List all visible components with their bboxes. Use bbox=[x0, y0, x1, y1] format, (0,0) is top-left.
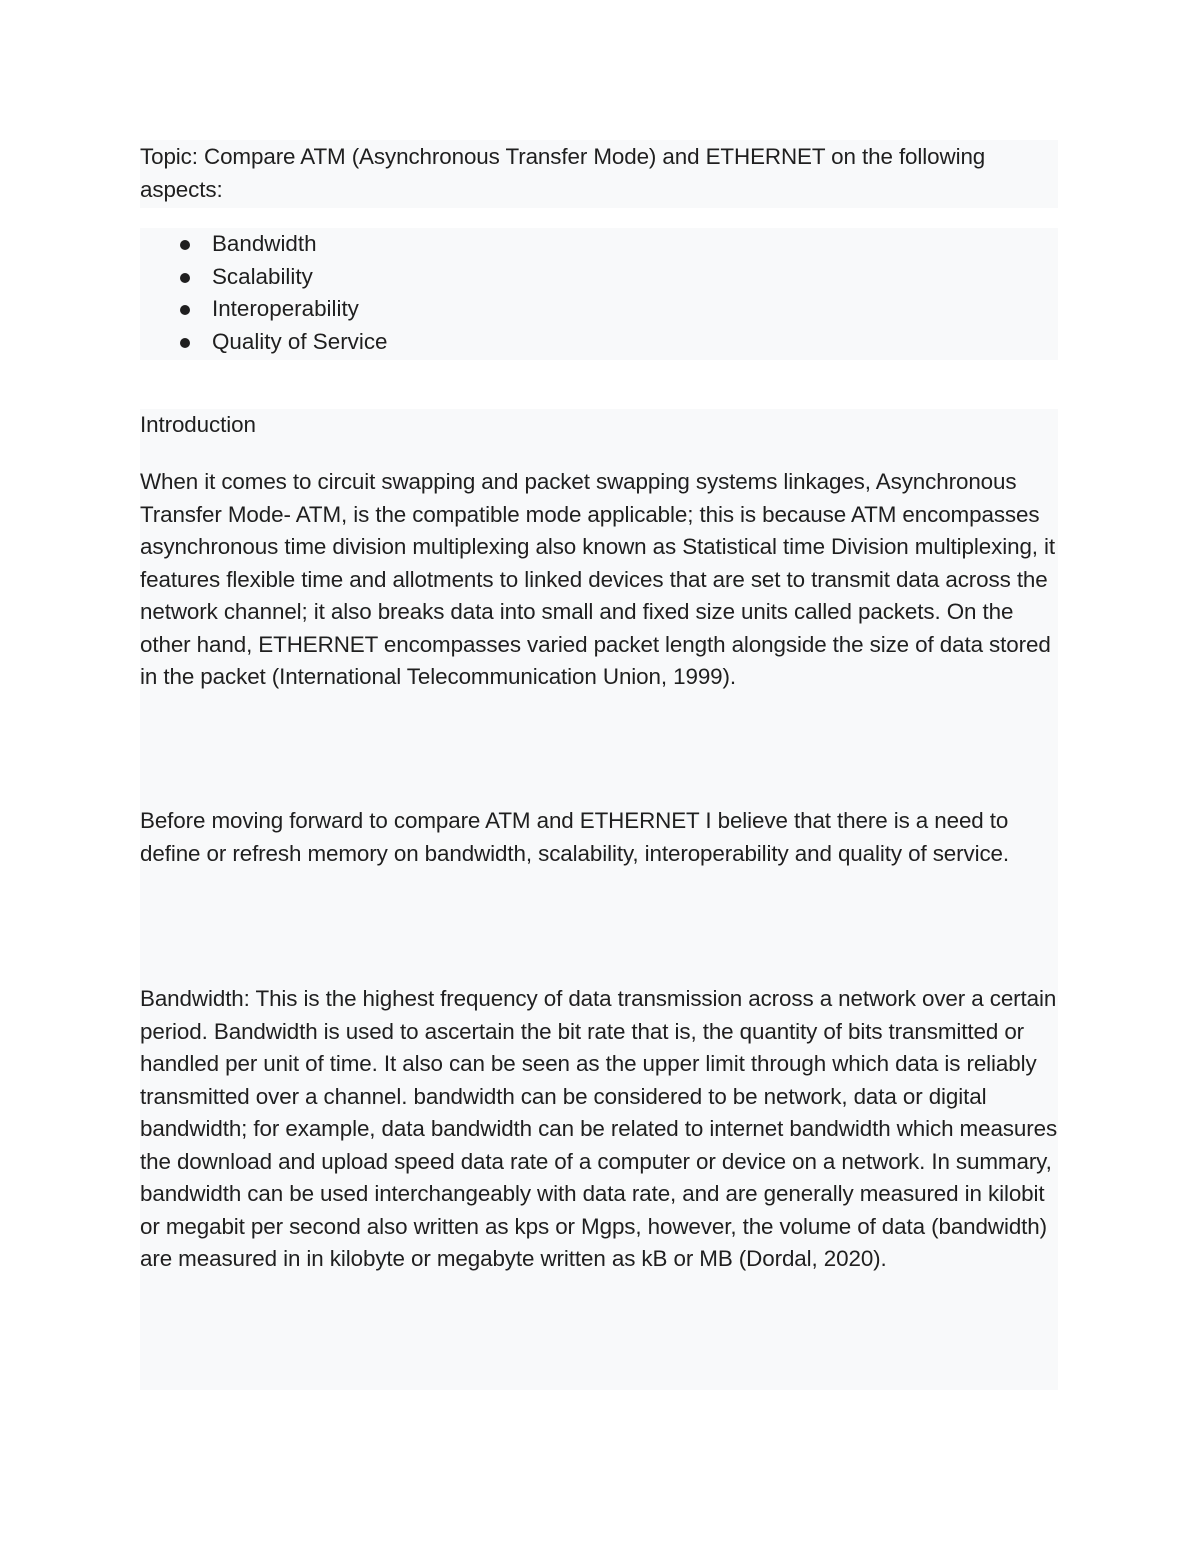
list-item bbox=[140, 261, 1058, 294]
aspects-list-block bbox=[140, 228, 1058, 360]
topic-line: Topic: Compare ATM (Asynchronous Transfer Mode) and ETHERNET on the following aspects: bbox=[140, 144, 986, 202]
introduction-heading: Introduction bbox=[140, 412, 256, 437]
before-paragraph: Before moving forward to compare ATM and ETHERNET I believe that there is a need to define or refresh memory on bandwidth, scalability, interoperability and quality of service. bbox=[140, 808, 1010, 866]
aspect-label: Bandwidth bbox=[212, 231, 317, 256]
intro-paragraph: When it comes to circuit swapping and packet swapping systems linkages, Asynchronous Transfer Mode- ATM, is the compatible mode applicable; this is because ATM encompasses asynchronous time division multiplexing also known as Statistical time Division multiplexing, it features flexible time and allotments to linked devices that are set to transmit data across the network channel; it also breaks data into small and fixed size units called packets. On the other hand, ETHERNET encompasses varied packet length alongside the size of data stored in the packet (International Telecommunication Union, 1999). bbox=[140, 469, 1056, 689]
aspects-list bbox=[140, 228, 1058, 358]
list-item bbox=[140, 293, 1058, 326]
bandwidth-paragraph: Bandwidth: This is the highest frequency of data transmission across a network over a certain period. Bandwidth is used to ascertain the bit rate that is, the quantity of bits transmitted or handled per unit of time. It also can be seen as the upper limit through which data is reliably transmitted over a channel. bandwidth can be considered to be network, data or digital bandwidth; for example, data bandwidth can be related to internet bandwidth which measures the download and upload speed data rate of a computer or device on a network. In summary, bandwidth can be used interchangeably with data rate, and are generally measured in kilobit or megabit per second also written as kps or Mgps, however, the volume of data (bandwidth) are measured in in kilobyte or megabyte written as kB or MB (Dordal, 2020). bbox=[140, 986, 1058, 1271]
bullet-icon bbox=[180, 305, 190, 315]
list-item bbox=[140, 326, 1058, 359]
topic-block bbox=[140, 140, 1058, 208]
aspect-label: Interoperability bbox=[212, 296, 359, 321]
introduction-section bbox=[140, 409, 1058, 1390]
aspect-label: Scalability bbox=[212, 263, 313, 289]
bullet-icon bbox=[180, 273, 190, 283]
aspect-label: Quality of Service bbox=[212, 328, 388, 354]
list-item bbox=[140, 228, 1058, 261]
bullet-icon bbox=[180, 338, 190, 348]
bullet-icon bbox=[180, 240, 190, 250]
